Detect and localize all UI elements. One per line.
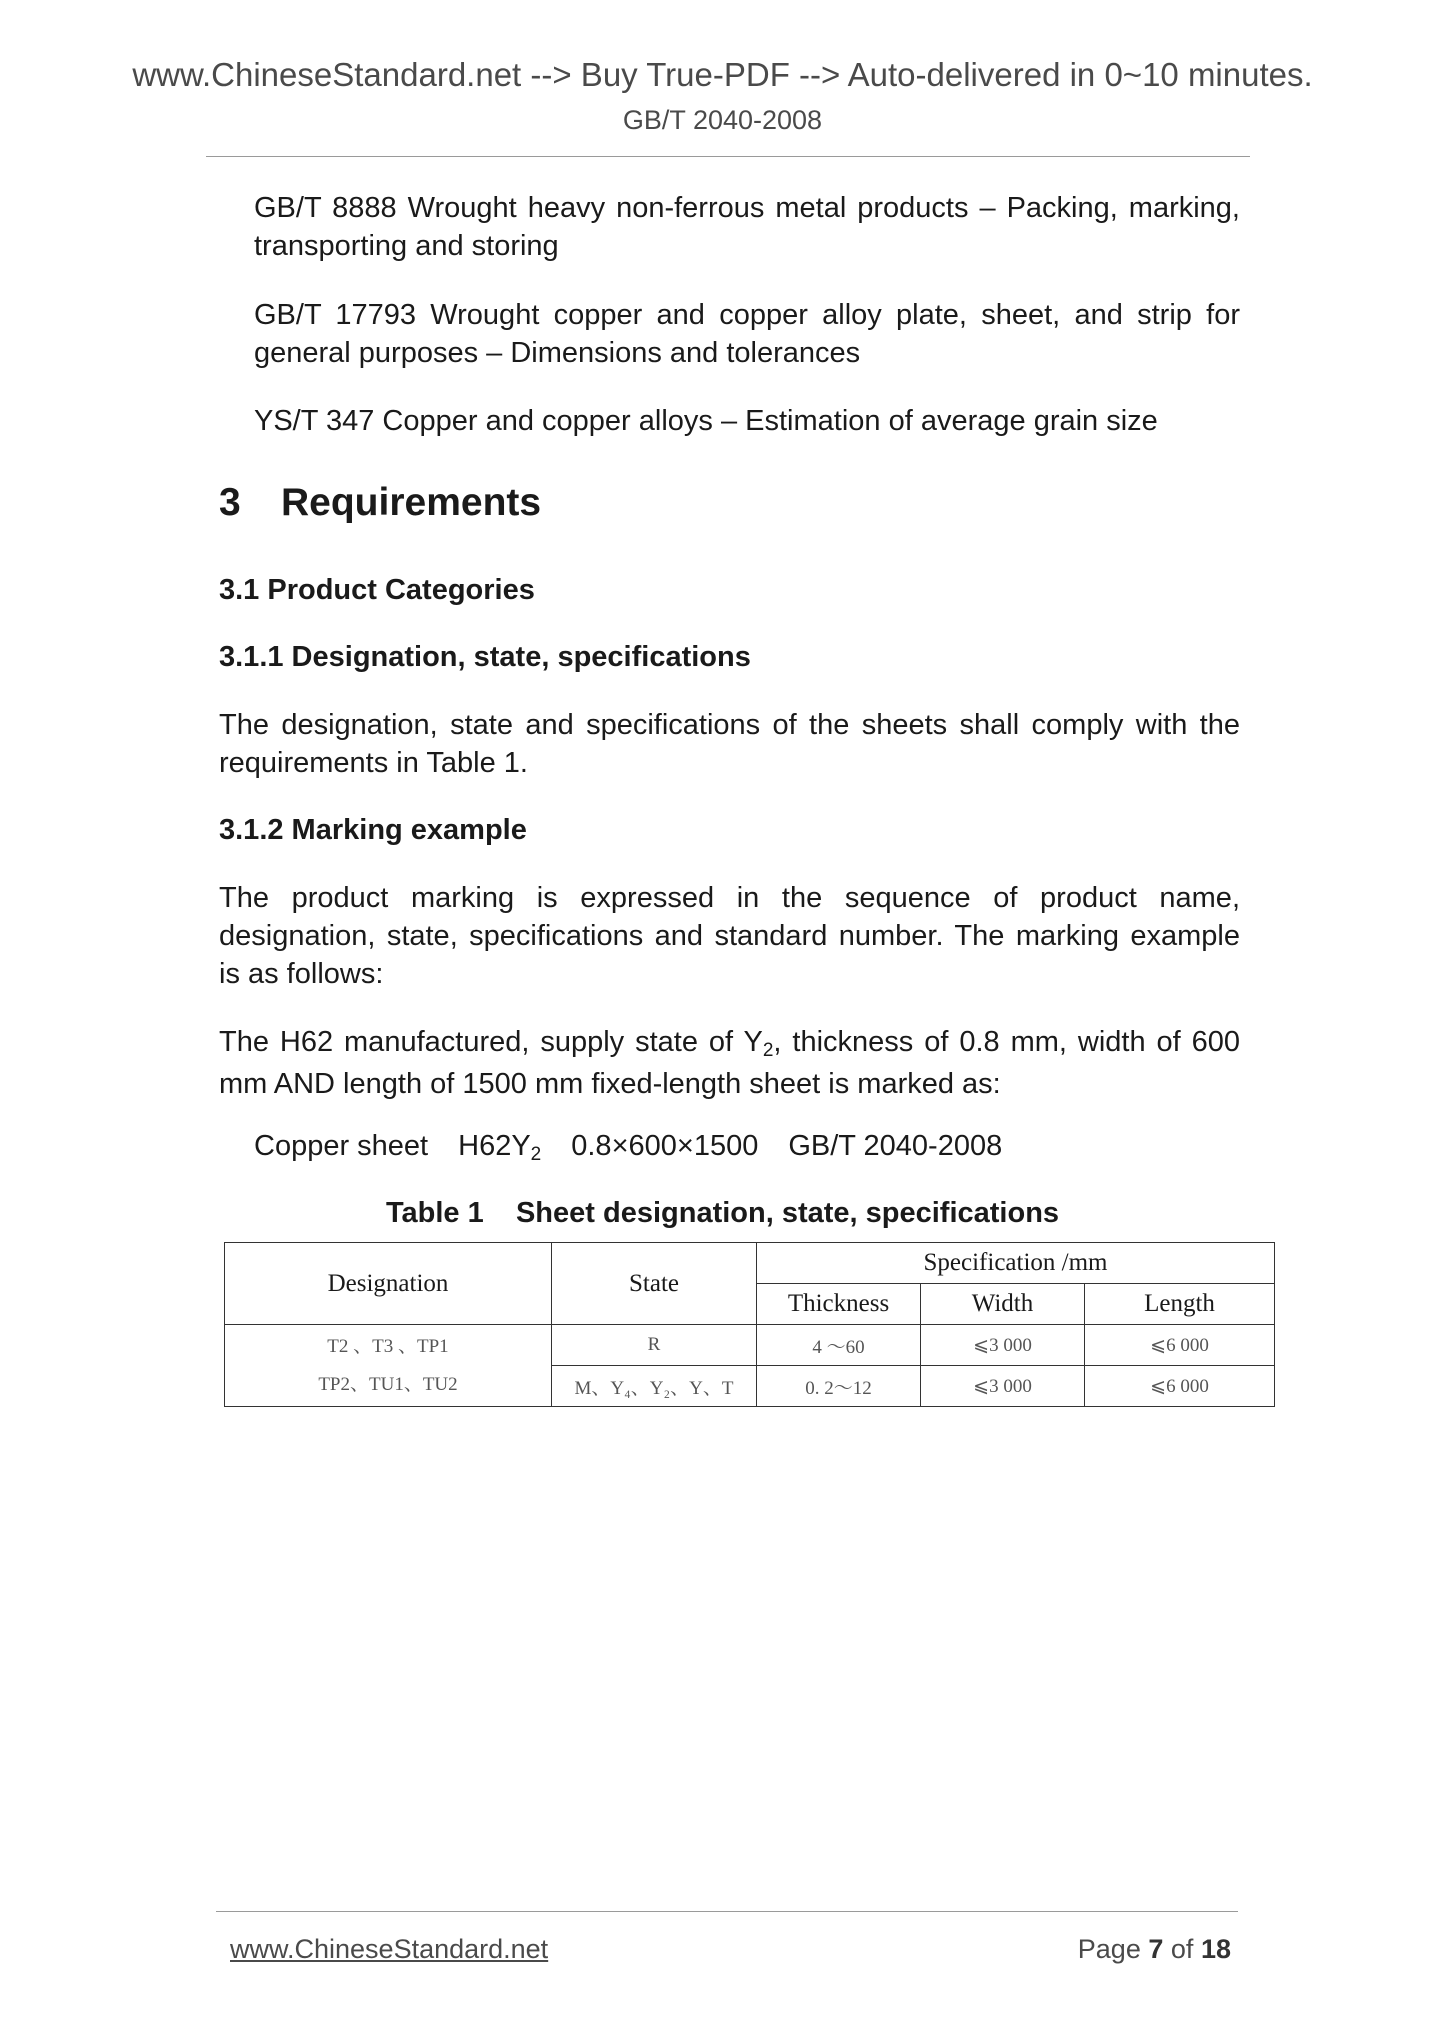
subsection-3-1-1-heading: 3.1.1 Designation, state, specifications — [219, 641, 751, 673]
page-number — [1078, 1934, 1231, 1965]
subsection-3-1-heading: 3.1 Product Categories — [219, 574, 535, 606]
header-state: State — [552, 1243, 757, 1325]
marking-spec: 0.8×600×1500 — [571, 1130, 759, 1162]
table-cell-state: M、Y₄、Y₂、Y、T — [552, 1366, 757, 1407]
example-state-subscript: 2 — [762, 1040, 774, 1061]
header-length: Length — [1085, 1284, 1275, 1325]
page-current: 7 — [1148, 1934, 1164, 1964]
document-id: GB/T 2040-2008 — [622, 105, 823, 135]
table-cell-thickness: 0. 2～12 — [757, 1366, 921, 1407]
reference-yst347: YS/T 347 Copper and copper alloys – Estimation of average grain size — [254, 405, 1158, 437]
designation-cell — [225, 1325, 552, 1407]
header-width: Width — [921, 1284, 1085, 1325]
table-cell-length: ⩽6 000 — [1085, 1366, 1275, 1407]
header-specification-group: Specification /mm — [757, 1243, 1275, 1284]
example-text-end: , thickness of 0.8 mm, width of 600 mm AND length of 1500 mm fixed-length sheet is marked as: — [219, 1026, 1241, 1100]
site-banner: www.ChineseStandard.net --> Buy True-PDF --> Auto-delivered in 0~10 minutes. — [132, 56, 1313, 93]
header-designation: Designation — [225, 1243, 552, 1325]
header-divider — [206, 156, 1250, 157]
subsection-3-1-2-heading: 3.1.2 Marking example — [219, 814, 527, 846]
marking-designation: H62Y — [458, 1130, 531, 1162]
subsection-3-1-1-text: The designation, state and specifications of the sheets shall comply with the requirements in Table 1. — [219, 709, 1240, 779]
footer-site-link[interactable]: www.ChineseStandard.net — [230, 1934, 549, 1964]
marking-example — [254, 1130, 1002, 1163]
marking-standard: GB/T 2040-2008 — [788, 1130, 1003, 1162]
table-caption: Table 1 Sheet designation, state, specifications — [385, 1197, 1060, 1229]
section-title: Requirements — [281, 481, 542, 524]
section-heading — [219, 481, 541, 525]
marking-example-description — [219, 1023, 1240, 1103]
marking-designation-subscript: 2 — [530, 1144, 542, 1165]
page-total: 18 — [1200, 1934, 1231, 1964]
table-cell-thickness: 4 ～60 — [757, 1325, 921, 1366]
page-of: of — [1170, 1934, 1194, 1964]
footer-divider — [216, 1911, 1238, 1912]
header-thickness: Thickness — [757, 1284, 921, 1325]
marking-product: Copper sheet — [254, 1130, 429, 1162]
designation-line: T2 、T3 、TP1 — [327, 1335, 449, 1357]
table-cell-width: ⩽3 000 — [921, 1325, 1085, 1366]
section-number: 3 — [219, 481, 241, 524]
reference-gbt8888: GB/T 8888 Wrought heavy non-ferrous metal products – Packing, marking, transporting and storing — [254, 192, 1240, 262]
subsection-3-1-2-text: The product marking is expressed in the sequence of product name, designation, state, specifications and standard number. The marking example is as follows: — [219, 882, 1240, 990]
reference-gbt17793: GB/T 17793 Wrought copper and copper alloy plate, sheet, and strip for general purposes – Dimensions and tolerances — [254, 299, 1240, 369]
designation-line: TP2、TU1、TU2 — [318, 1373, 458, 1395]
specification-table — [224, 1242, 1275, 1407]
table-cell-width: ⩽3 000 — [921, 1366, 1085, 1407]
example-text-start: The H62 manufactured, supply state of Y — [219, 1026, 763, 1058]
table-cell-state: R — [552, 1325, 757, 1366]
table-cell-length: ⩽6 000 — [1085, 1325, 1275, 1366]
page-label: Page — [1077, 1934, 1141, 1964]
